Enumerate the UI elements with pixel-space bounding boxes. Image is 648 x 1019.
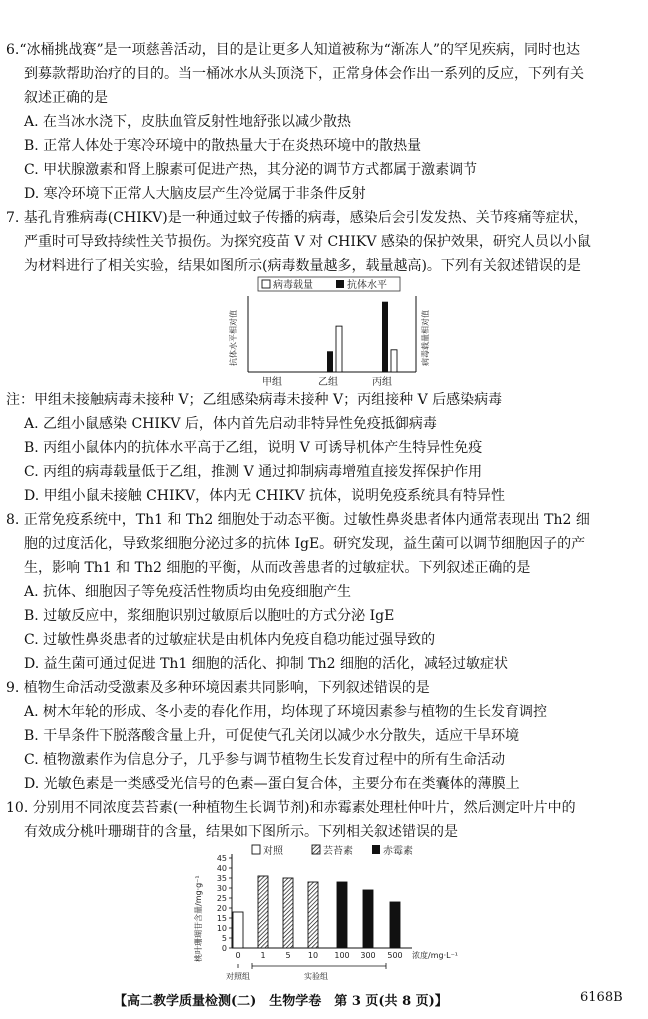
q7-option-c: C. 丙组的病毒载量低于乙组，推测 V 通过抑制病毒增殖直接发挥保护作用 <box>24 464 483 480</box>
fig2-ytick-label: 5 <box>221 934 227 943</box>
fig2-ytick-label: 0 <box>221 944 227 953</box>
legend-antibody-swatch <box>336 280 344 288</box>
fig2-ytick-label: 35 <box>216 874 227 883</box>
legend-brassinolide-swatch <box>312 845 320 854</box>
fig1-bar-virus-1 <box>336 326 342 372</box>
q10-stem-line1: 10. 分别用不同浓度芸苔素(一种植物生长调节剂)和赤霉素处理杜仲叶片，然后测定叶片中的 <box>6 800 576 816</box>
fig2-ytick-label: 25 <box>216 894 227 903</box>
fig2-ytick-label: 30 <box>216 884 227 893</box>
fig2-xtick-label: 0 <box>235 951 241 960</box>
legend-gibberellin-label: 赤霉素 <box>383 846 413 857</box>
q9-option-b: B. 干旱条件下脱落酸含量上升，可促使气孔关闭以减少水分散失，适应干旱环境 <box>24 728 520 744</box>
fig1-ylabel-right: 病毒载量相对值 <box>421 310 430 366</box>
legend-control-label: 对照 <box>263 846 283 857</box>
q8-stem-line2: 胞的过度活化，导致浆细胞分泌过多的抗体 IgE。研究发现，益生菌可以调节细胞因子的产 <box>24 536 586 552</box>
fig2-ytick-label: 20 <box>216 904 227 913</box>
q9-option-a: A. 树木年轮的形成、冬小麦的春化作用，均体现了环境因素参与植物的生长发育调控 <box>24 704 548 720</box>
legend-brassinolide-label: 芸苔素 <box>323 846 353 857</box>
q7-stem-line3: 为材料进行了相关实验，结果如图所示(病毒数量越多，载量越高)。下列有关叙述错误的是 <box>24 258 581 274</box>
legend-control-swatch <box>252 845 260 854</box>
fig1-bar-virus-2 <box>391 350 397 372</box>
q8-option-d: D. 益生菌可通过促进 Th1 细胞的活化、抑制 Th2 细胞的活化，减轻过敏症状 <box>24 656 508 672</box>
q8-option-b: B. 过敏反应中，浆细胞识别过敏原后以胞吐的方式分泌 IgE <box>24 608 395 624</box>
q7-option-a: A. 乙组小鼠感染 CHIKV 后，体内首先启动非特异性免疫抵御病毒 <box>24 416 437 432</box>
fig2-xtick-label: 500 <box>387 951 403 960</box>
figure-aucubin-content-chart <box>190 844 490 984</box>
fig2-bar-control-0 <box>233 912 243 948</box>
legend-virus-swatch <box>262 280 270 288</box>
legend-gibberellin-swatch <box>372 845 380 854</box>
fig1-bar-antibody-2 <box>382 302 388 372</box>
fig2-group-control: 对照组 <box>226 972 250 981</box>
paper-code: 6168B <box>580 990 623 1005</box>
fig2-xtick-label: 1 <box>260 951 266 960</box>
q7-stem-line1: 7. 基孔肯雅病毒(CHIKV)是一种通过蚊子传播的病毒，感染后会引发发热、关节疼痛等症状， <box>6 210 588 226</box>
fig2-group-experiment: 实验组 <box>304 972 328 981</box>
fig2-xtick-label: 5 <box>285 951 291 960</box>
q7-note: 注：甲组未接触病毒未接种 V；乙组感染病毒未接种 V；丙组接种 V 后感染病毒 <box>6 392 503 408</box>
figure-antibody-virus-chart <box>218 276 448 390</box>
fig2-ytick-label: 40 <box>216 864 227 873</box>
q6-option-a: A. 在当冰水浇下，皮肤血管反射性地舒张以减少散热 <box>24 114 352 130</box>
fig2-bar-gibberellin-100 <box>337 882 347 948</box>
fig1-category-jia: 甲组 <box>262 377 282 388</box>
q7-option-d: D. 甲组小鼠未接触 CHIKV，体内无 CHIKV 抗体，说明免疫系统具有特异性 <box>24 488 506 504</box>
fig2-ylabel: 桃叶珊瑚苷含量/mg·g⁻¹ <box>194 875 203 962</box>
fig2-bar-gibberellin-500 <box>390 902 400 948</box>
q6-stem-line2: 到募款帮助治疗的目的。当一桶冰水从头顶浇下，正常身体会作出一系列的反应，下列有关 <box>24 66 584 82</box>
fig2-xtick-label: 10 <box>307 951 319 960</box>
q8-stem-line1: 8. 正常免疫系统中，Th1 和 Th2 细胞处于动态平衡。过敏性鼻炎患者体内通常表现出 Th2 细 <box>6 512 590 528</box>
page-footer: 【高二教学质量检测(二) 生物学卷 第 3 页(共 8 页)】 <box>114 994 448 1009</box>
fig2-xlabel: 浓度/mg·L⁻¹ <box>412 951 458 960</box>
fig2-bar-brassinolide-10 <box>308 882 318 948</box>
q6-option-d: D. 寒冷环境下正常人大脑皮层产生冷觉属于非条件反射 <box>24 186 366 202</box>
q7-stem-line2: 严重时可导致持续性关节损伤。为探究疫苗 V 对 CHIKV 感染的保护效果，研究人员以小鼠 <box>24 234 591 250</box>
q6-option-c: C. 甲状腺激素和肾上腺素可促进产热，其分泌的调节方式都属于激素调节 <box>24 162 478 178</box>
fig2-xtick-label: 300 <box>360 951 376 960</box>
fig2-ytick-label: 10 <box>216 924 227 933</box>
fig2-bar-gibberellin-300 <box>363 890 373 948</box>
q9-stem-line1: 9. 植物生命活动受激素及多种环境因素共同影响，下列叙述错误的是 <box>6 680 430 696</box>
fig1-category-yi: 乙组 <box>318 377 338 388</box>
fig2-ytick-label: 45 <box>216 854 227 863</box>
q6-stem-line3: 叙述正确的是 <box>24 90 108 106</box>
q9-option-d: D. 光敏色素是一类感受光信号的色素—蛋白复合体，主要分布在类囊体的薄膜上 <box>24 776 520 792</box>
fig2-ytick-label: 15 <box>216 914 227 923</box>
fig2-bar-brassinolide-1 <box>258 876 268 948</box>
q9-option-c: C. 植物激素作为信息分子，几乎参与调节植物生长发育过程中的所有生命活动 <box>24 752 506 768</box>
fig2-xtick-label: 100 <box>334 951 350 960</box>
q8-option-a: A. 抗体、细胞因子等免疫活性物质均由免疫细胞产生 <box>24 584 352 600</box>
q8-stem-line3: 生，影响 Th1 和 Th2 细胞的平衡，从而改善患者的过敏症状。下列叙述正确的是 <box>24 560 531 576</box>
q6-option-b: B. 正常人体处于寒冷环境中的散热量大于在炎热环境中的散热量 <box>24 138 422 154</box>
q10-stem-line2: 有效成分桃叶珊瑚苷的含量，结果如下图所示。下列相关叙述错误的是 <box>24 824 458 840</box>
legend-antibody-label: 抗体水平 <box>347 280 387 291</box>
q8-option-c: C. 过敏性鼻炎患者的过敏症状是由机体内免疫自稳功能过强导致的 <box>24 632 436 648</box>
fig1-category-bing: 丙组 <box>372 377 392 388</box>
fig1-bar-antibody-1 <box>327 351 333 372</box>
q7-option-b: B. 丙组小鼠体内的抗体水平高于乙组，说明 V 可诱导机体产生特异性免疫 <box>24 440 483 456</box>
fig2-bar-brassinolide-5 <box>283 878 293 948</box>
legend-virus-label: 病毒载量 <box>273 280 313 291</box>
fig1-ylabel-left: 抗体水平相对值 <box>229 310 238 366</box>
q6-stem-line1: 6.“冰桶挑战赛”是一项慈善活动，目的是让更多人知道被称为“渐冻人”的罕见疾病，同时也达 <box>6 42 580 58</box>
